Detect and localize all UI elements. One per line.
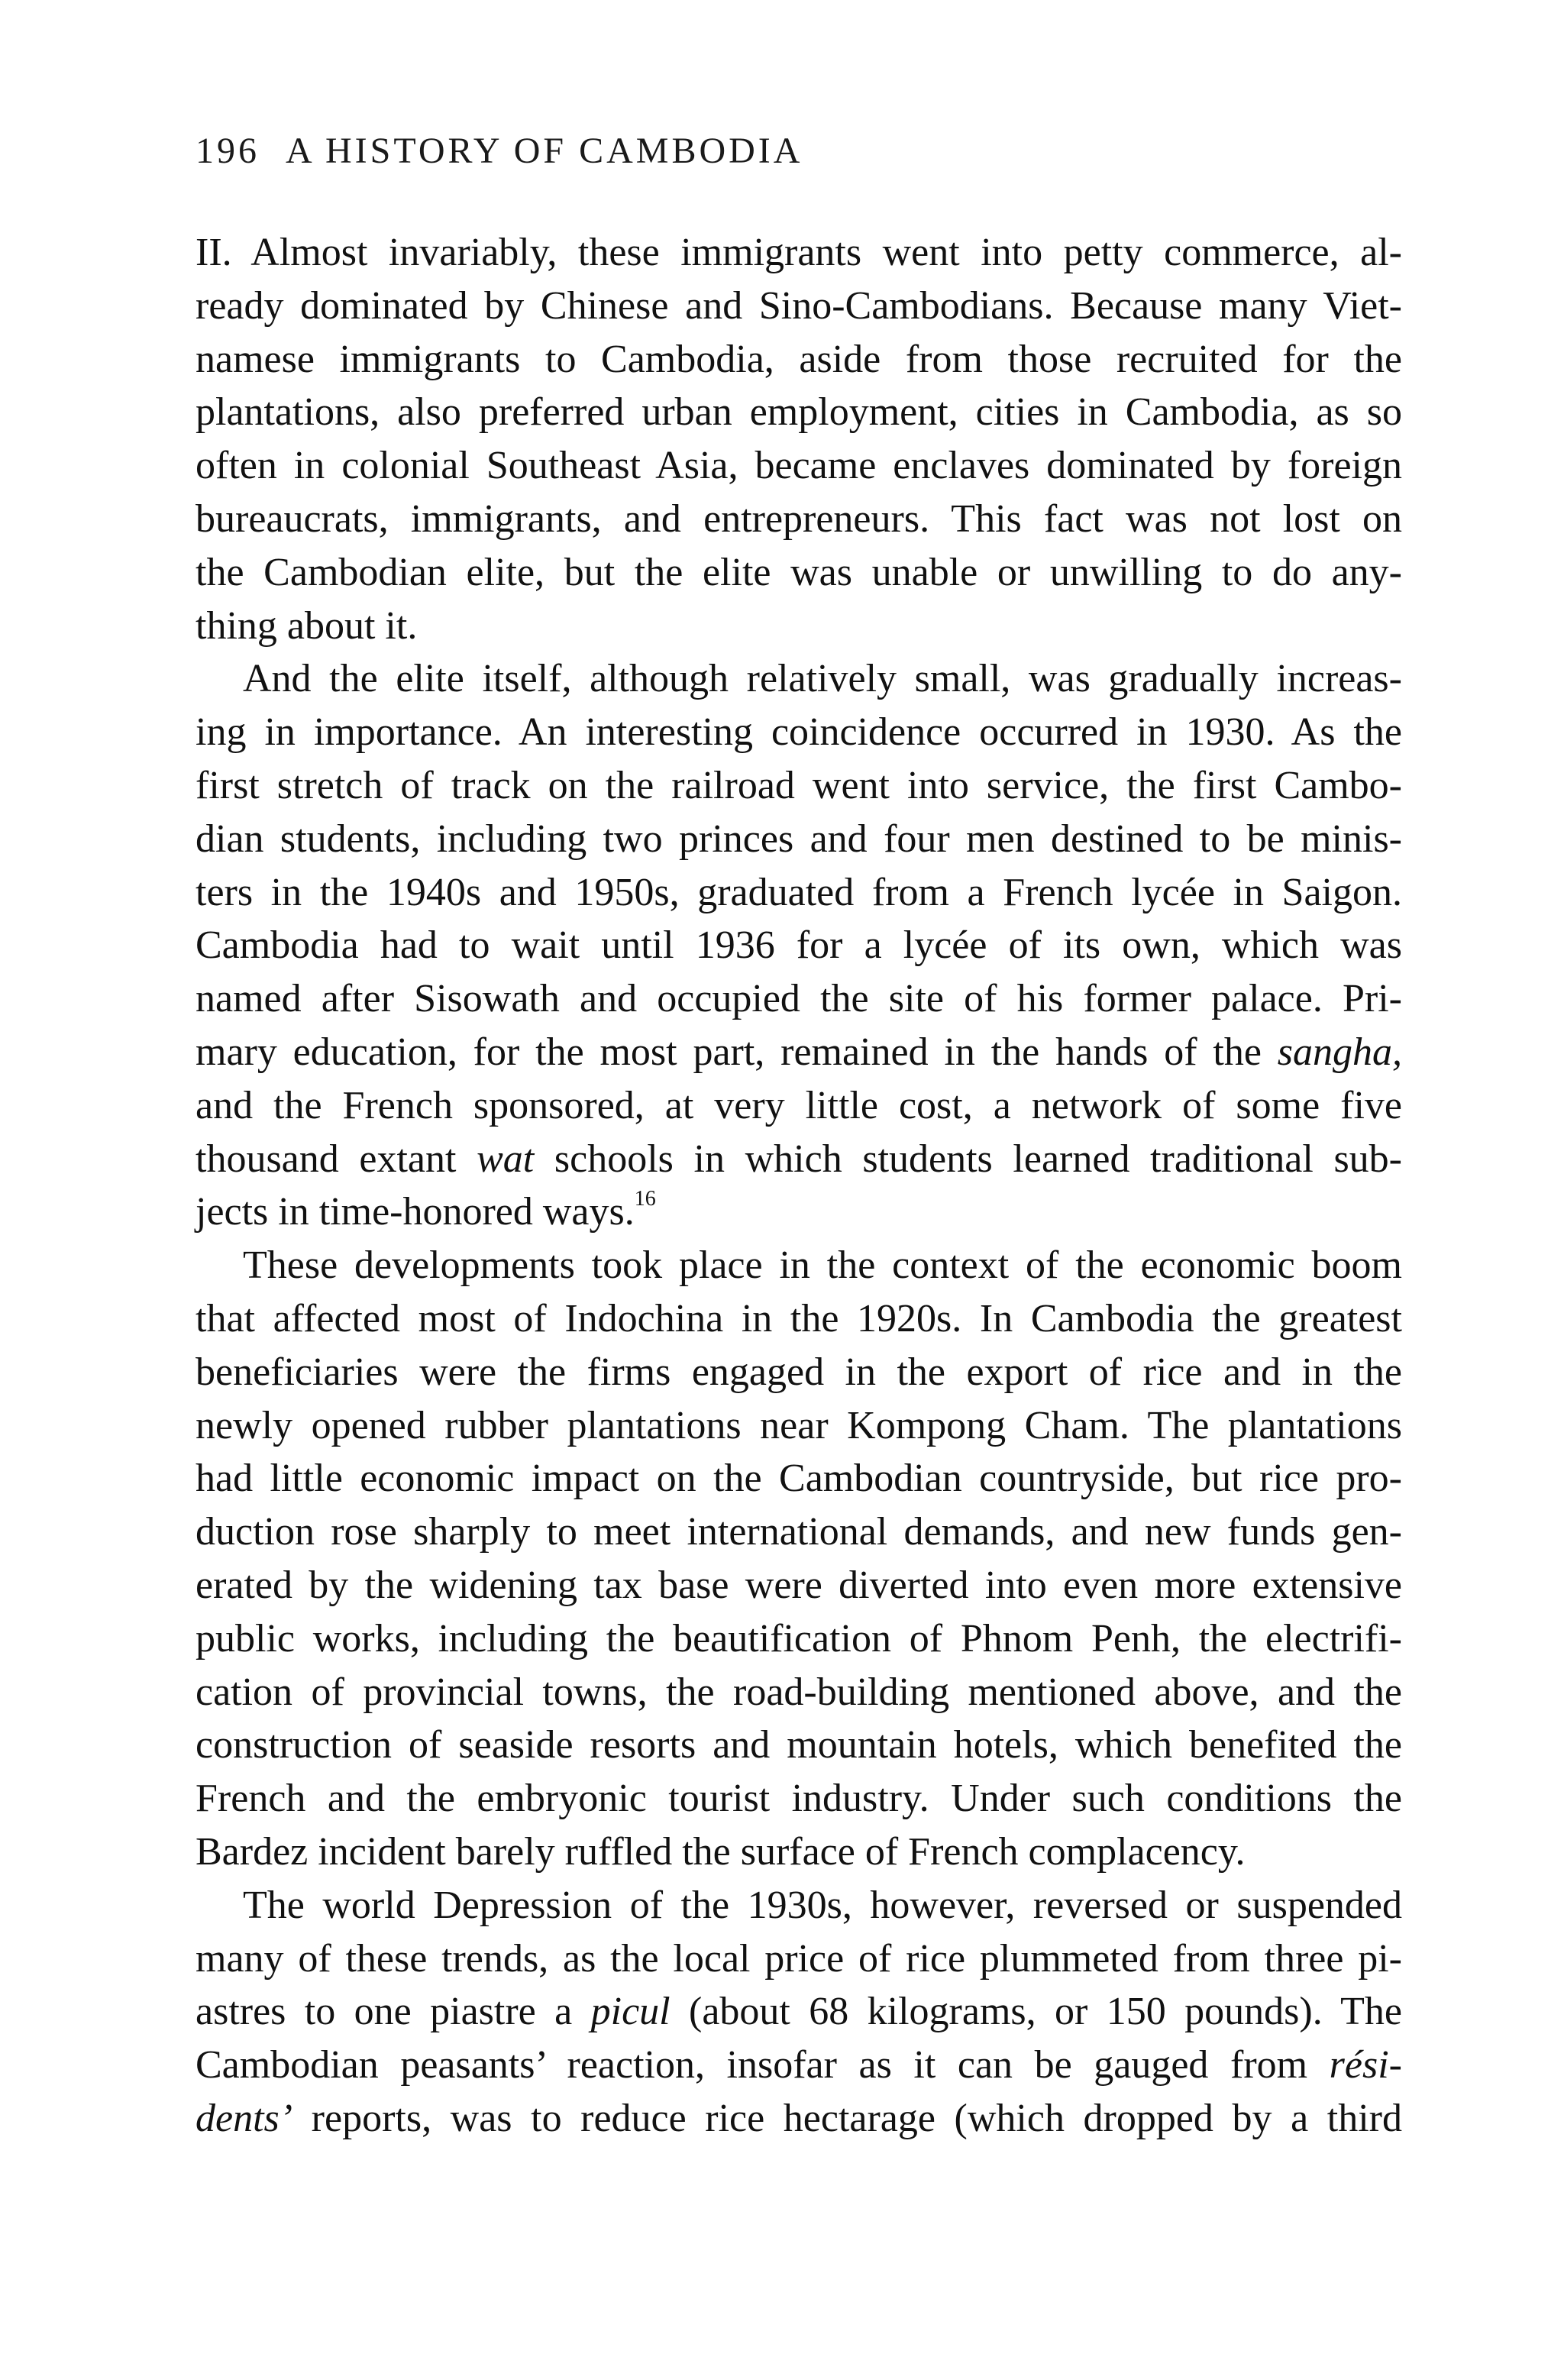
text-segment: (about 68 kilograms, or 150 pounds). The [670,1990,1402,2034]
text-segment: And the elite itself, although relatively small, was gradually increas- [243,657,1402,701]
text-line [196,1825,1402,1879]
paragraph [196,226,1402,652]
text-line [196,1185,1402,1239]
text-segment: astres to one piastre a [196,1990,591,2034]
text-line [196,2092,1402,2146]
text-line [196,706,1402,759]
text-line [196,1133,1402,1186]
text-segment: schools in which students learned traditional sub- [534,1137,1402,1181]
text-segment: the Cambodian elite, but the elite was unable or unwilling to do any- [196,550,1402,594]
text-line [196,1719,1402,1772]
text-line [196,1985,1402,2039]
text-line [196,1559,1402,1612]
text-segment: and the French sponsored, at very little cost, a network of some five [196,1083,1402,1127]
text-segment: ready dominated by Chinese and Sino-Cambodians. Because many Viet- [196,283,1402,328]
text-segment: often in colonial Southeast Asia, became enclaves dominated by foreign [196,444,1402,488]
text-line [196,1505,1402,1559]
text-segment: had little economic impact on the Cambodian countryside, but rice pro- [196,1457,1402,1501]
text-line [196,1292,1402,1346]
body-text [196,226,1402,2146]
text-segment: II. Almost invariably, these immigrants went into petty commerce, al- [196,231,1402,274]
text-segment: many of these trends, as the local price of rice plummeted from three pi- [196,1936,1402,1981]
text-segment: public works, including the beautification of Phnom Penh, the electrifi- [196,1616,1402,1661]
text-segment: dian students, including two princes and four men destined to be minis- [196,817,1402,861]
text-line [196,439,1402,493]
text-line [196,652,1402,706]
paragraph [196,1879,1402,2146]
text-segment: erated by the widening tax base were diverted into even more extensive [196,1563,1402,1607]
text-line [196,1452,1402,1505]
page-number: 196 [196,131,260,171]
text-line [196,226,1402,280]
italic-term: dents’ [196,2096,293,2140]
text-line [196,546,1402,600]
text-line [196,866,1402,920]
text-line [196,813,1402,866]
text-line [196,2039,1402,2092]
text-segment: ters in the 1940s and 1950s, graduated from a French lycée in Saigon. [196,870,1402,914]
text-segment: These developments took place in the context of the economic boom [243,1243,1402,1288]
paragraph [196,1239,1402,1879]
text-segment: reports, was to reduce rice hectarage (which dropped by a third [292,2096,1402,2140]
text-segment: ing in importance. An interesting coincidence occurred in 1930. As the [196,710,1402,755]
text-line [196,1932,1402,1986]
text-segment: first stretch of track on the railroad went into service, the first Cambo- [196,763,1402,807]
text-line [196,1079,1402,1133]
text-segment: construction of seaside resorts and mountain hotels, which benefited the [196,1723,1402,1767]
running-head [196,130,803,172]
text-line [196,1399,1402,1453]
book-title: A HISTORY OF CAMBODIA [286,131,803,171]
text-segment: French and the embryonic tourist industry. Under such conditions the [196,1777,1402,1821]
text-segment: that affected most of Indochina in the 1920s. In Cambodia the greatest [196,1296,1402,1340]
text-line [196,1772,1402,1825]
text-line [196,386,1402,439]
text-line [196,280,1402,333]
italic-term: sangha, [1277,1030,1402,1074]
footnote-marker: 16 [634,1187,656,1211]
text-segment: thing about it. [196,603,418,648]
text-line [196,1346,1402,1399]
text-line [196,600,1402,653]
paragraph [196,652,1402,1239]
italic-term: picul [590,1990,671,2034]
text-segment: named after Sisowath and occupied the site of his former palace. Pri- [196,977,1402,1021]
text-segment: bureaucrats, immigrants, and entrepreneurs. This fact was not lost on [196,496,1402,541]
text-segment: thousand extant [196,1137,477,1181]
text-line [196,1879,1402,1932]
text-segment: mary education, for the most part, remained in the hands of the [196,1030,1278,1074]
text-segment: namese immigrants to Cambodia, aside from those recruited for the [196,337,1402,381]
italic-term: wat [477,1137,535,1181]
text-segment: The world Depression of the 1930s, however, reversed or suspended [243,1883,1402,1927]
text-line [196,919,1402,972]
text-line [196,972,1402,1026]
text-segment: beneficiaries were the firms engaged in the export of rice and in the [196,1350,1402,1394]
text-line [196,1666,1402,1719]
text-line [196,493,1402,546]
text-segment: duction rose sharply to meet international demands, and new funds gen- [196,1510,1402,1554]
text-line [196,1612,1402,1666]
text-segment: plantations, also preferred urban employment, cities in Cambodia, as so [196,390,1402,435]
text-line [196,759,1402,813]
text-segment: jects in time-honored ways. [196,1190,635,1234]
text-line [196,333,1402,386]
italic-term: rési- [1329,2043,1402,2087]
text-segment: Cambodia had to wait until 1936 for a lycée of its own, which was [196,923,1402,968]
text-line [196,1026,1402,1079]
text-segment: Cambodian peasants’ reaction, insofar as it can be gauged from [196,2043,1330,2087]
text-segment: newly opened rubber plantations near Kompong Cham. The plantations [196,1403,1402,1447]
text-segment: Bardez incident barely ruffled the surface of French complacency. [196,1829,1246,1874]
text-segment: cation of provincial towns, the road-building mentioned above, and the [196,1670,1402,1714]
text-line [196,1239,1402,1292]
